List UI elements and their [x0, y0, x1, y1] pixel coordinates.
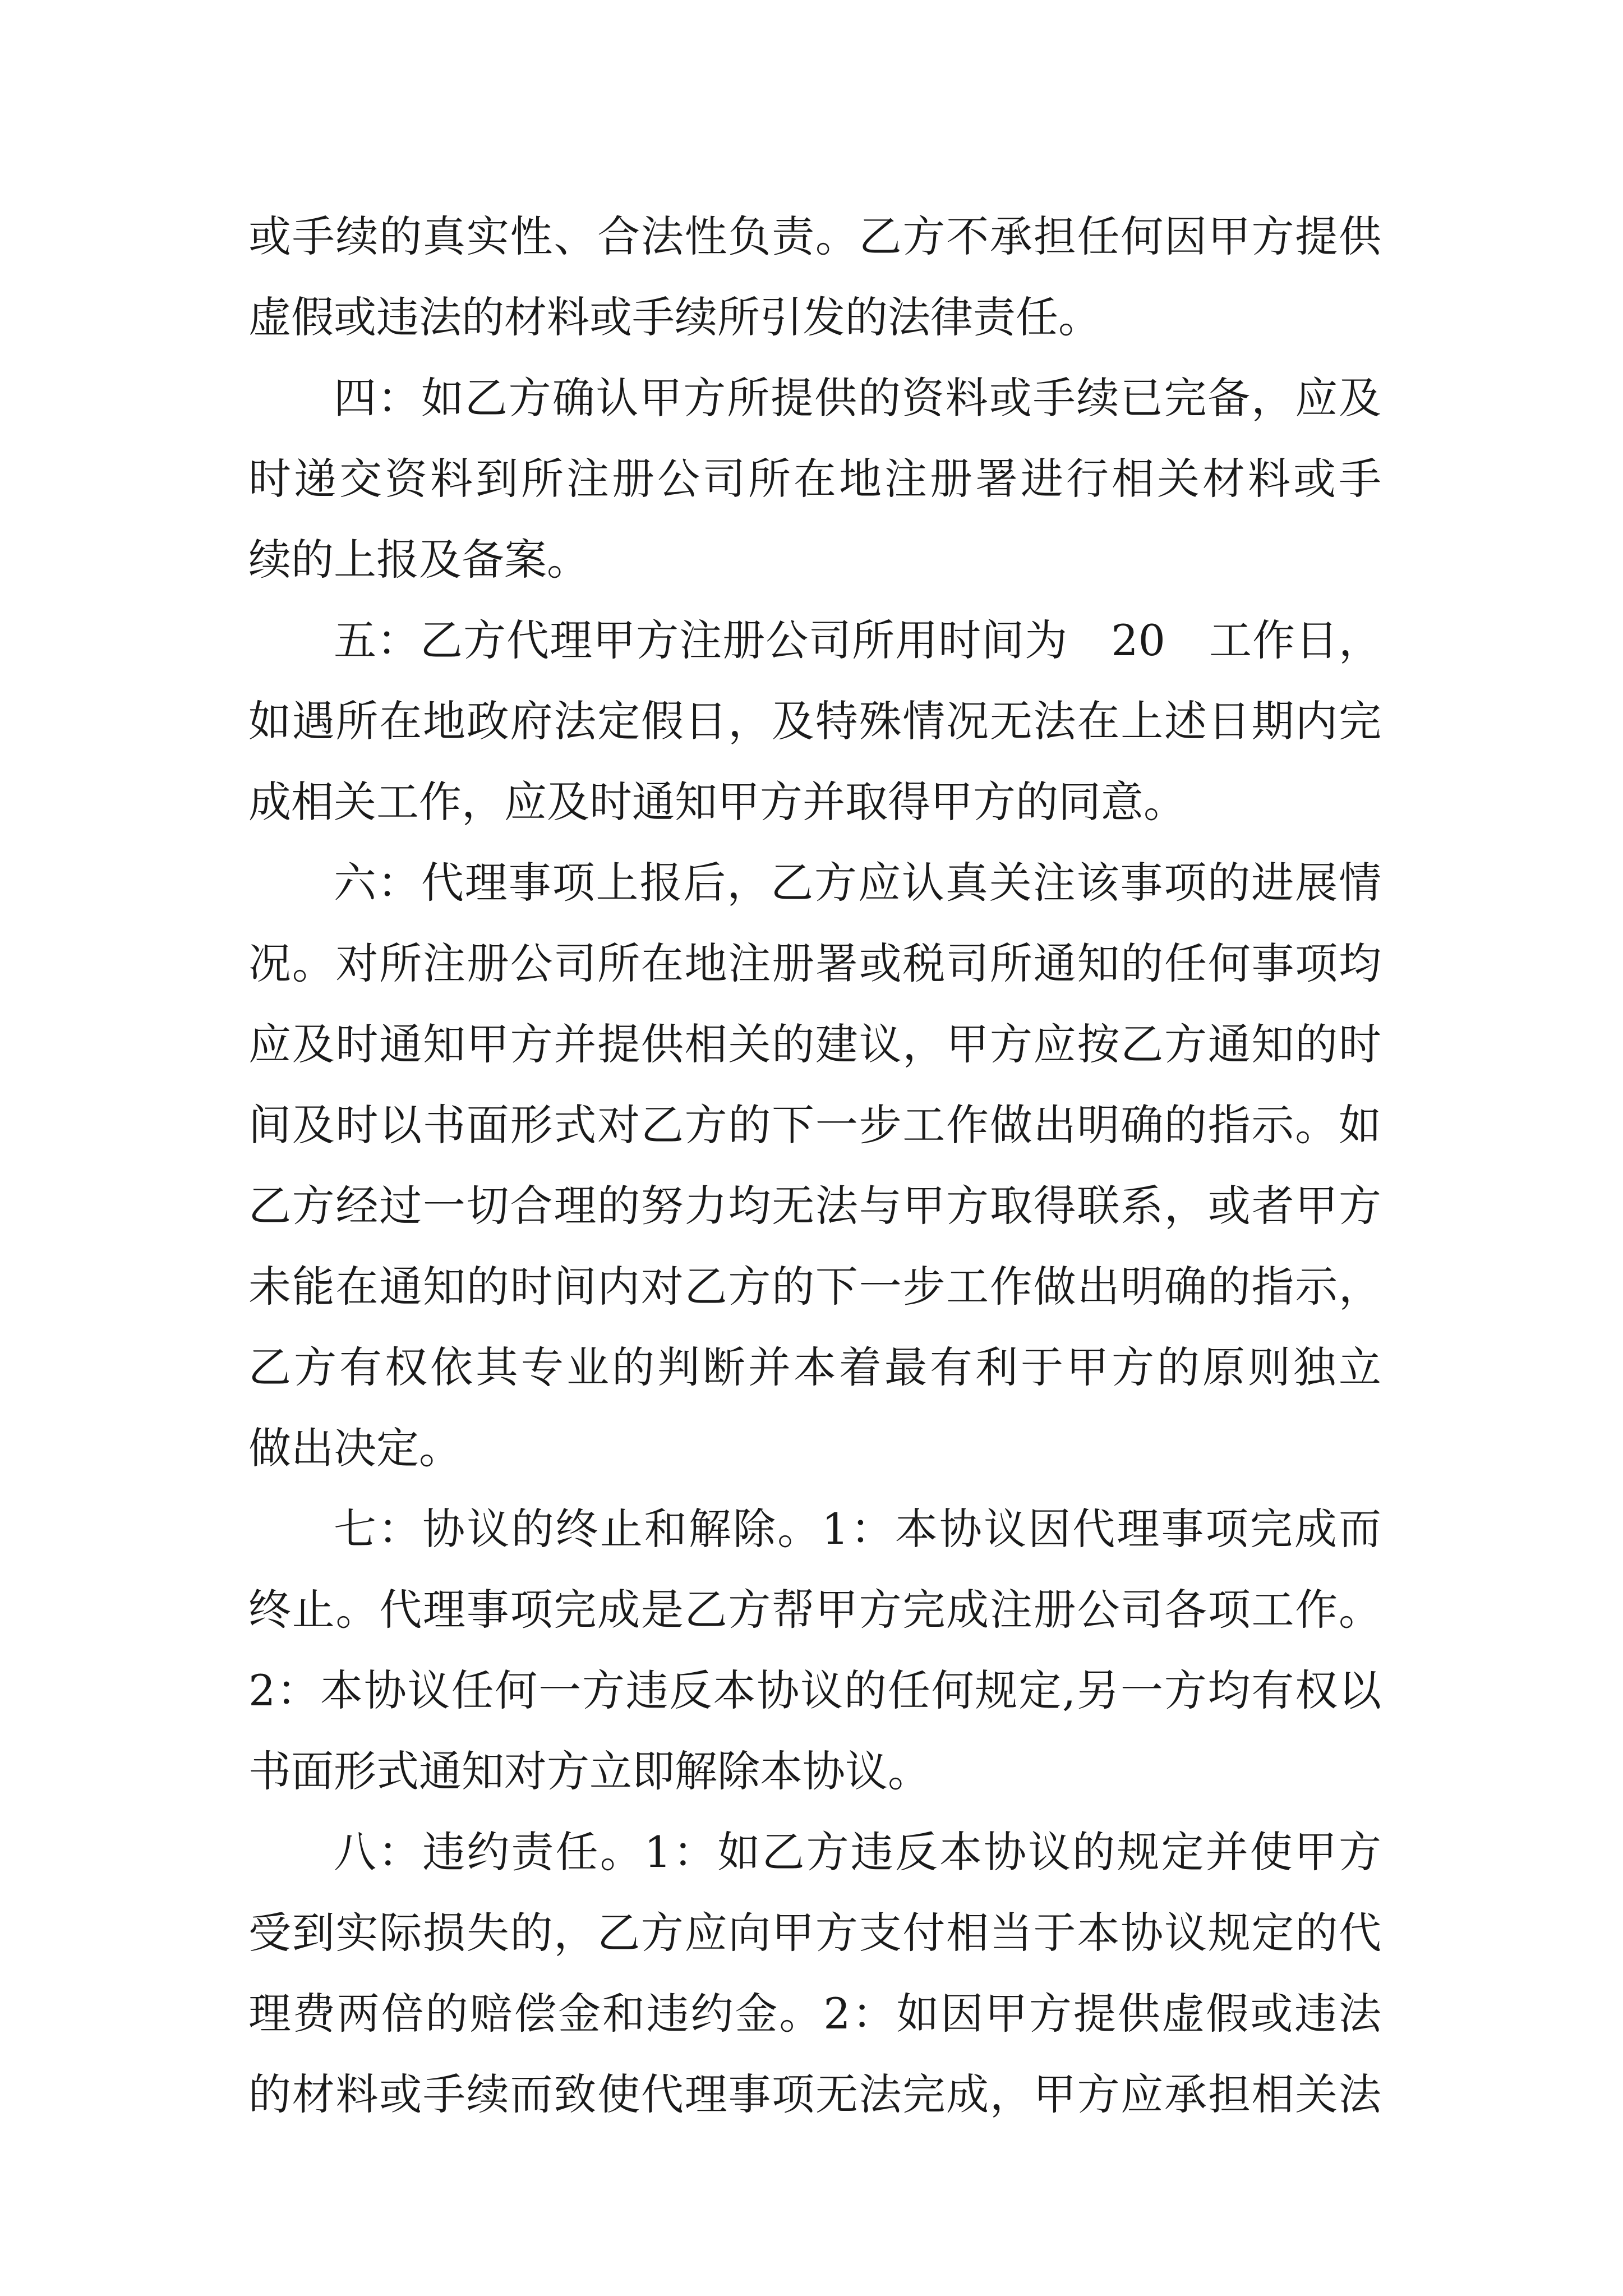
text-line: 的材料或手续而致使代理事项无法完成，甲方应承担相关法: [248, 2069, 1381, 2119]
clause-5-first-line: 五：乙方代理甲方注册公司所用时间为 20 工作日，: [334, 615, 1381, 665]
text-line: 书面形式通知对方立即解除本协议。: [248, 1746, 930, 1796]
text-line: 终止。代理事项完成是乙方帮甲方完成注册公司各项工作。: [248, 1585, 1381, 1635]
text-line: 未能在通知的时间内对乙方的下一步工作做出明确的指示，: [248, 1262, 1381, 1312]
text-line: 2：本协议任何一方违反本协议的任何规定,另一方均有权以: [248, 1665, 1381, 1715]
clause-6-first-line: 六：代理事项上报后，乙方应认真关注该事项的进展情: [334, 858, 1381, 908]
text-line: 理费两倍的赔偿金和违约金。2：如因甲方提供虚假或违法: [248, 1989, 1381, 2039]
document-body: [248, 196, 1381, 2135]
text-line: 如遇所在地政府法定假日，及特殊情况无法在上述日期内完: [248, 696, 1381, 746]
text-line: 受到实际损失的，乙方应向甲方支付相当于本协议规定的代: [248, 1908, 1381, 1958]
text-line: 续的上报及备案。: [248, 535, 589, 585]
text-line: 时递交资料到所注册公司所在地注册署进行相关材料或手: [248, 454, 1381, 504]
text-line: 或手续的真实性、合法性负责。乙方不承担任何因甲方提供: [248, 211, 1381, 261]
text-line: 乙方经过一切合理的努力均无法与甲方取得联系，或者甲方: [248, 1181, 1381, 1231]
clause-7-first-line: 七：协议的终止和解除。1：本协议因代理事项完成而: [334, 1504, 1381, 1554]
text-line: 乙方有权依其专业的判断并本着最有利于甲方的原则独立: [248, 1342, 1381, 1392]
text-line: 成相关工作，应及时通知甲方并取得甲方的同意。: [248, 777, 1186, 827]
text-line: 虚假或违法的材料或手续所引发的法律责任。: [248, 292, 1101, 342]
clause-4-first-line: 四：如乙方确认甲方所提供的资料或手续已完备，应及: [334, 373, 1381, 423]
text-line: 况。对所注册公司所在地注册署或税司所通知的任何事项均: [248, 938, 1381, 988]
clause-8-first-line: 八：违约责任。1：如乙方违反本协议的规定并使甲方: [334, 1827, 1381, 1877]
text-line: 间及时以书面形式对乙方的下一步工作做出明确的指示。如: [248, 1100, 1381, 1150]
text-line: 做出决定。: [248, 1423, 462, 1473]
text-line: 应及时通知甲方并提供相关的建议，甲方应按乙方通知的时: [248, 1019, 1381, 1069]
